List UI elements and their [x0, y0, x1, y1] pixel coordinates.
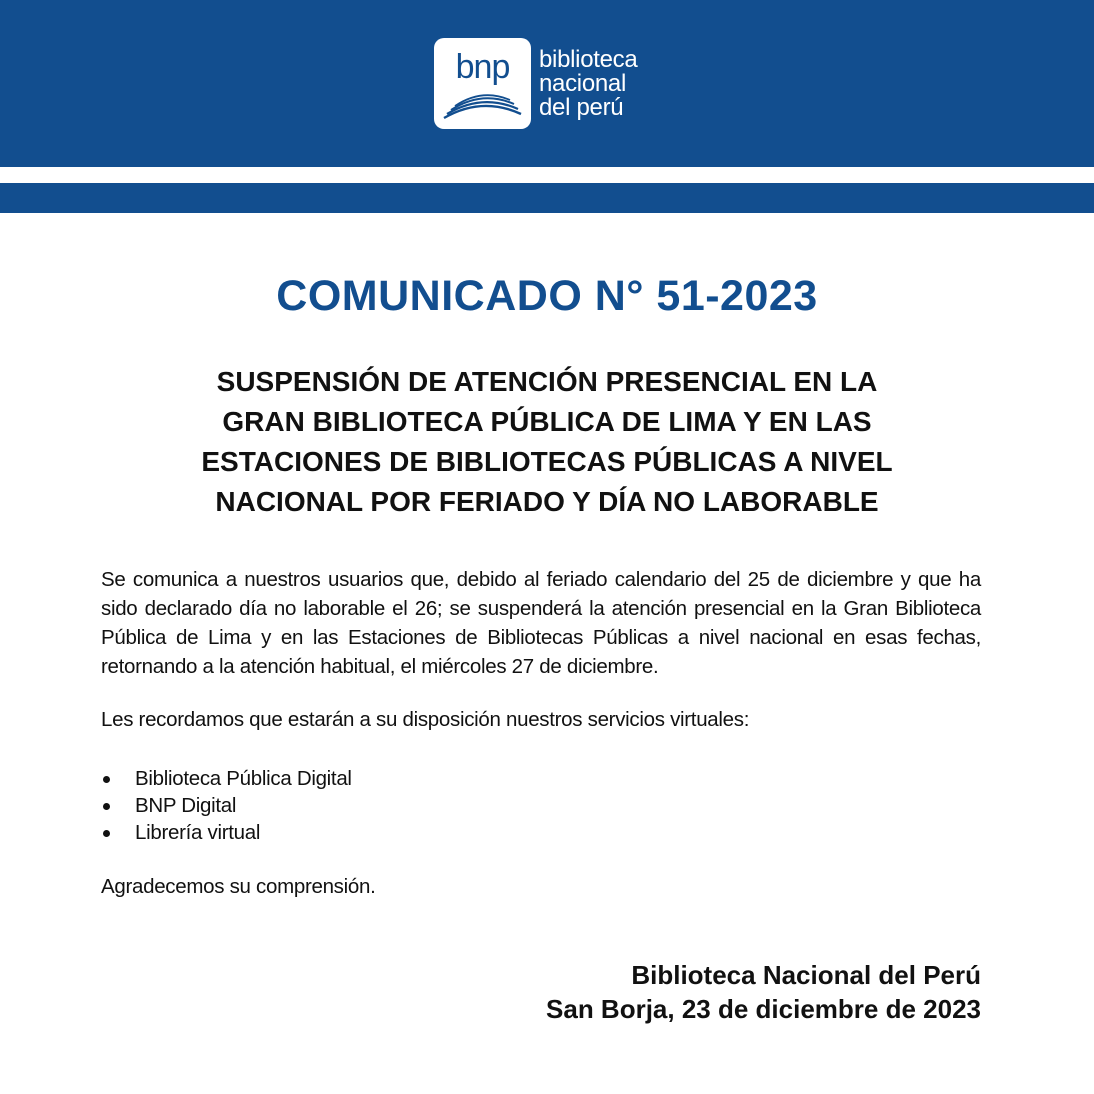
signature-block [546, 958, 981, 1026]
paragraph-announcement: Se comunica a nuestros usuarios que, debido al feriado calendario del 25 de diciembre y que ha sido declarado día no laborable el 26; se suspenderá la atención presencial en la Gran Biblioteca Pública de Lima y en las Estaciones de Bibliotecas Públicas a nivel nacional en esas fechas, retornando a la atención habitual, el miércoles 27 de diciembre. [101, 568, 981, 678]
logo-badge [434, 38, 531, 129]
subtitle-line: ESTACIONES DE BIBLIOTECAS PÚBLICAS A NIVEL [201, 446, 893, 477]
list-item [101, 819, 352, 846]
subtitle-line: NACIONAL POR FERIADO Y DÍA NO LABORABLE [215, 486, 879, 517]
list-item [101, 792, 352, 819]
notice-body [101, 565, 981, 681]
subtitle-line: GRAN BIBLIOTECA PÚBLICA DE LIMA Y EN LAS [222, 406, 872, 437]
subtitle-line: SUSPENSIÓN DE ATENCIÓN PRESENCIAL EN LA [216, 366, 878, 397]
bullet-icon [103, 830, 110, 837]
service-label: Librería virtual [135, 821, 261, 844]
header-stripe [0, 183, 1094, 213]
list-item [101, 765, 352, 792]
signature-institution: Biblioteca Nacional del Perú [631, 960, 981, 990]
notice-title: COMUNICADO N° 51-2023 [276, 272, 818, 320]
service-label: Biblioteca Pública Digital [135, 767, 352, 790]
closing-line: Agradecemos su comprensión. [101, 875, 376, 898]
logo-line-1: biblioteca [539, 46, 638, 73]
logo-wordmark [539, 48, 679, 120]
virtual-services-list [101, 765, 352, 846]
bullet-icon [103, 803, 110, 810]
logo-line-3: del perú [539, 94, 624, 121]
logo-abbreviation: bnp [455, 48, 510, 86]
service-label: BNP Digital [135, 794, 237, 817]
paragraph-reminder: Les recordamos que estarán a su disposición nuestros servicios virtuales: [101, 708, 750, 731]
notice-subtitle [100, 362, 994, 522]
bullet-icon [103, 776, 110, 783]
book-pages-icon [442, 90, 523, 120]
header-banner [0, 0, 1094, 167]
signature-place-date: San Borja, 23 de diciembre de 2023 [546, 994, 981, 1024]
logo-line-2: nacional [539, 70, 627, 97]
